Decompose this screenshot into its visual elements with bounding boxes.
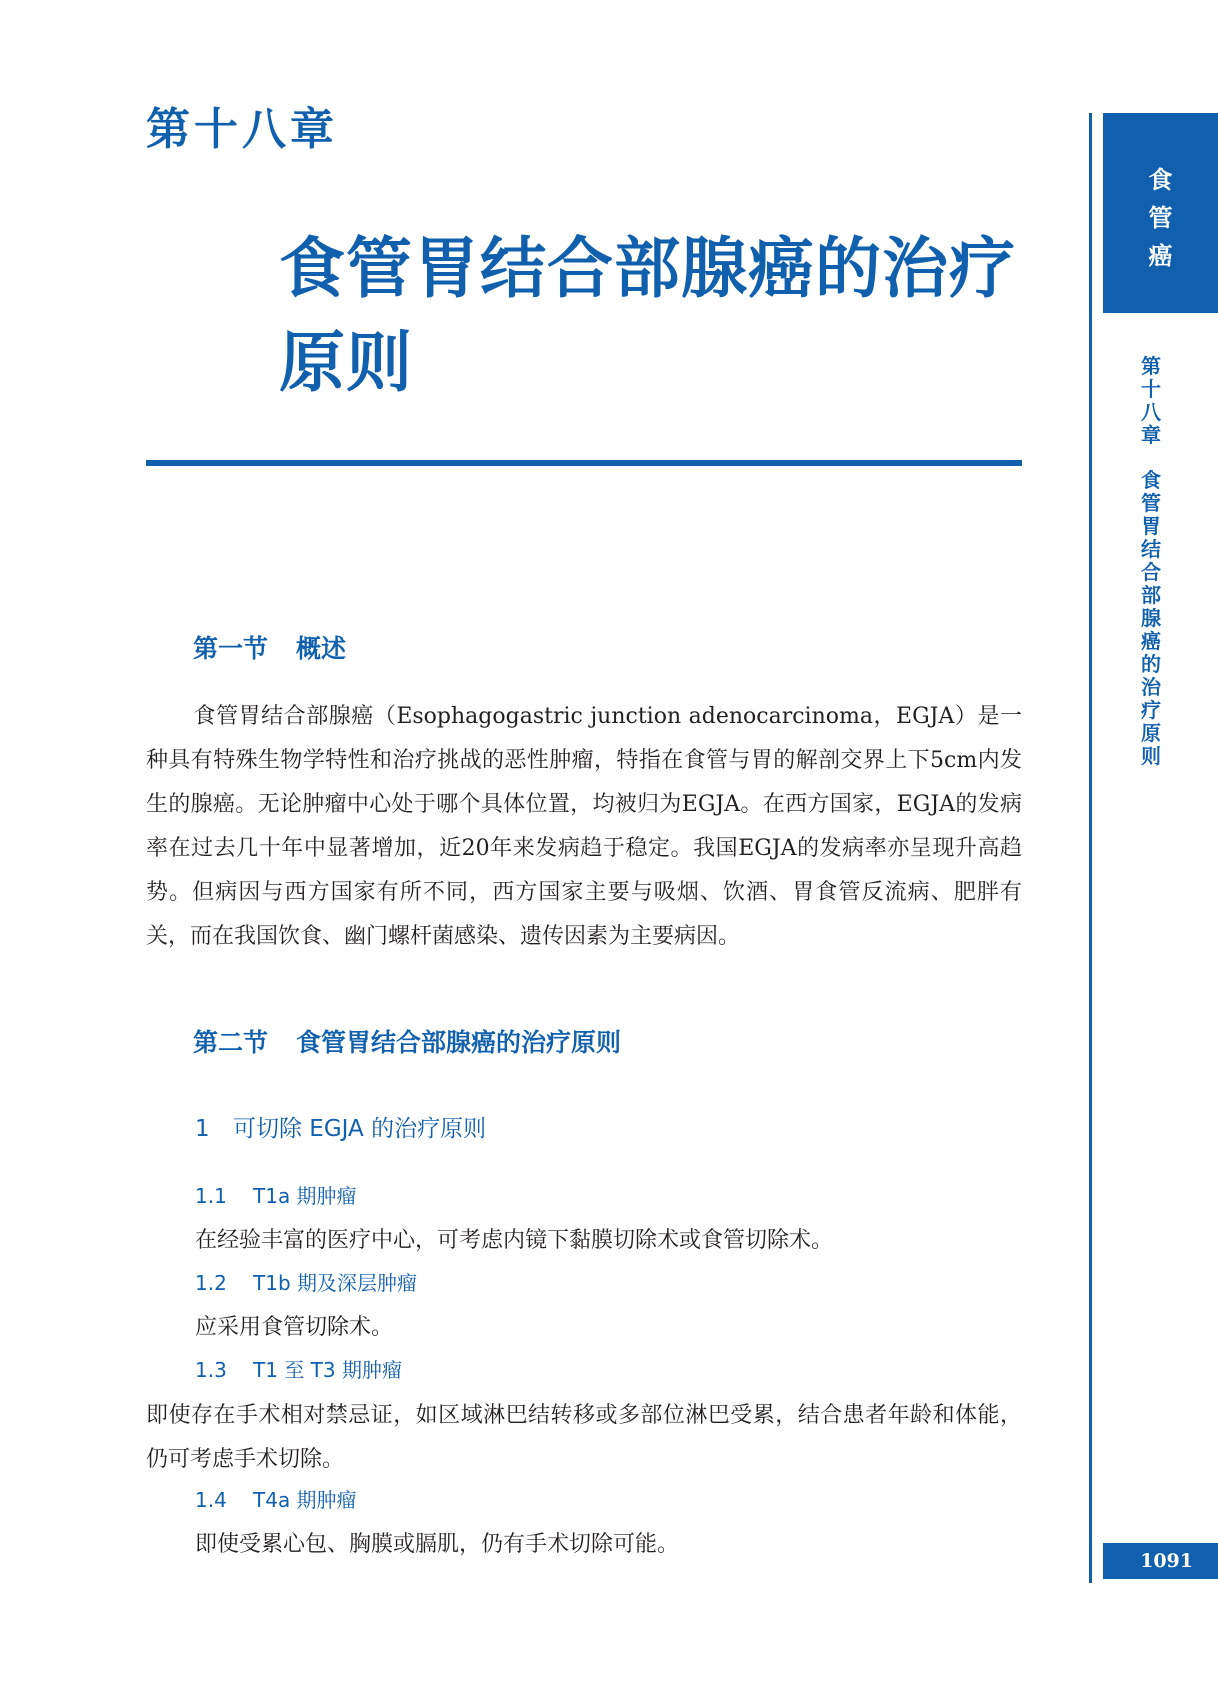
thumb-tab-char: 管 <box>1148 204 1173 232</box>
subheading-1-number: 1 <box>195 1116 210 1142</box>
running-char: 食 <box>1141 468 1161 492</box>
section2-title: 食管胃结合部腺癌的治疗原则 <box>296 1028 622 1057</box>
page-number: 1091 <box>1140 1550 1193 1572</box>
thumb-tab-char: 食 <box>1148 166 1173 194</box>
subheading-1-4 <box>195 1490 357 1510</box>
section2-heading <box>193 1030 621 1055</box>
subheading-1-1-number: 1.1 <box>195 1184 227 1208</box>
running-char: 八 <box>1141 400 1161 424</box>
subheading-1-title: 可切除 EGJA 的治疗原则 <box>233 1116 487 1142</box>
running-char: 章 <box>1141 423 1161 447</box>
subheading-1-1 <box>195 1186 357 1206</box>
title-rule <box>146 460 1022 466</box>
body-text-1-3 <box>146 1394 1022 1482</box>
running-char: 则 <box>1141 744 1161 768</box>
body-text-1-1: 在经验丰富的医疗中心，可考虑内镜下黏膜切除术或食管切除术。 <box>195 1228 834 1253</box>
thumb-tab-text <box>1103 161 1218 275</box>
subheading-1 <box>195 1118 486 1141</box>
subheading-1-4-title: T4a 期肿瘤 <box>253 1488 357 1512</box>
section1-title: 概述 <box>296 634 347 663</box>
page-number-box <box>1103 1543 1218 1579</box>
subheading-1-2 <box>195 1273 417 1293</box>
subheading-1-2-number: 1.2 <box>195 1271 227 1295</box>
section1-heading <box>193 636 346 661</box>
running-char: 结 <box>1141 537 1161 561</box>
chapter-label: 第十八章 <box>146 104 338 155</box>
subheading-1-3-number: 1.3 <box>195 1358 227 1382</box>
subheading-1-3-title: T1 至 T3 期肿瘤 <box>253 1358 402 1382</box>
chapter-title: 食管胃结合部腺癌的治疗原则 <box>279 230 1016 401</box>
running-char: 癌 <box>1141 629 1161 653</box>
running-char: 胃 <box>1141 514 1161 538</box>
running-char: 腺 <box>1141 606 1161 630</box>
section2-number: 第二节 <box>193 1028 269 1057</box>
running-char: 疗 <box>1141 698 1161 722</box>
subheading-1-3 <box>195 1360 402 1380</box>
section1-number: 第一节 <box>193 634 269 663</box>
running-char: 原 <box>1141 721 1161 745</box>
running-char: 部 <box>1141 583 1161 607</box>
running-char: 第 <box>1141 354 1161 378</box>
running-char: 管 <box>1141 491 1161 515</box>
running-char: 合 <box>1141 560 1161 584</box>
running-char: 治 <box>1141 675 1161 699</box>
subheading-1-1-title: T1a 期肿瘤 <box>253 1184 357 1208</box>
body-text-1-3-content: 即使存在手术相对禁忌证，如区域淋巴结转移或多部位淋巴受累，结合患者年龄和体能，仍可考虑手术切除。 <box>146 1403 1022 1472</box>
section1-paragraph <box>146 695 1022 959</box>
side-rule <box>1089 113 1092 1583</box>
body-text-1-2: 应采用食管切除术。 <box>195 1315 394 1340</box>
running-char: 的 <box>1141 652 1161 676</box>
running-spacer <box>1136 447 1166 469</box>
body-text-1-4: 即使受累心包、胸膜或膈肌，仍有手术切除可能。 <box>195 1532 680 1557</box>
thumb-tab-char: 癌 <box>1148 242 1173 270</box>
subheading-1-4-number: 1.4 <box>195 1488 227 1512</box>
subheading-1-2-title: T1b 期及深层肿瘤 <box>253 1271 417 1295</box>
section1-paragraph-text: 食管胃结合部腺癌（Esophagogastric junction adenocarcinoma，EGJA）是一种具有特殊生物学特性和治疗挑战的恶性肿瘤，特指在食管与胃的解剖交界上下5cm内发生的腺癌。无论肿瘤中心处于哪个具体位置，均被归为EGJA。在西方国家，EGJA的发病率在过去几十年中显著增加，近20年来发病趋于稳定。我国EGJA的发病率亦呈现升高趋势。但病因与西方国家有所不同，西方国家主要与吸烟、饮酒、胃食管反流病、肥胖有关，而在我国饮食、幽门螺杆菌感染、遗传因素为主要病因。 <box>146 704 1022 949</box>
thumb-tab <box>1103 113 1218 313</box>
running-header-vertical <box>1136 355 1166 768</box>
running-char: 十 <box>1141 377 1161 401</box>
